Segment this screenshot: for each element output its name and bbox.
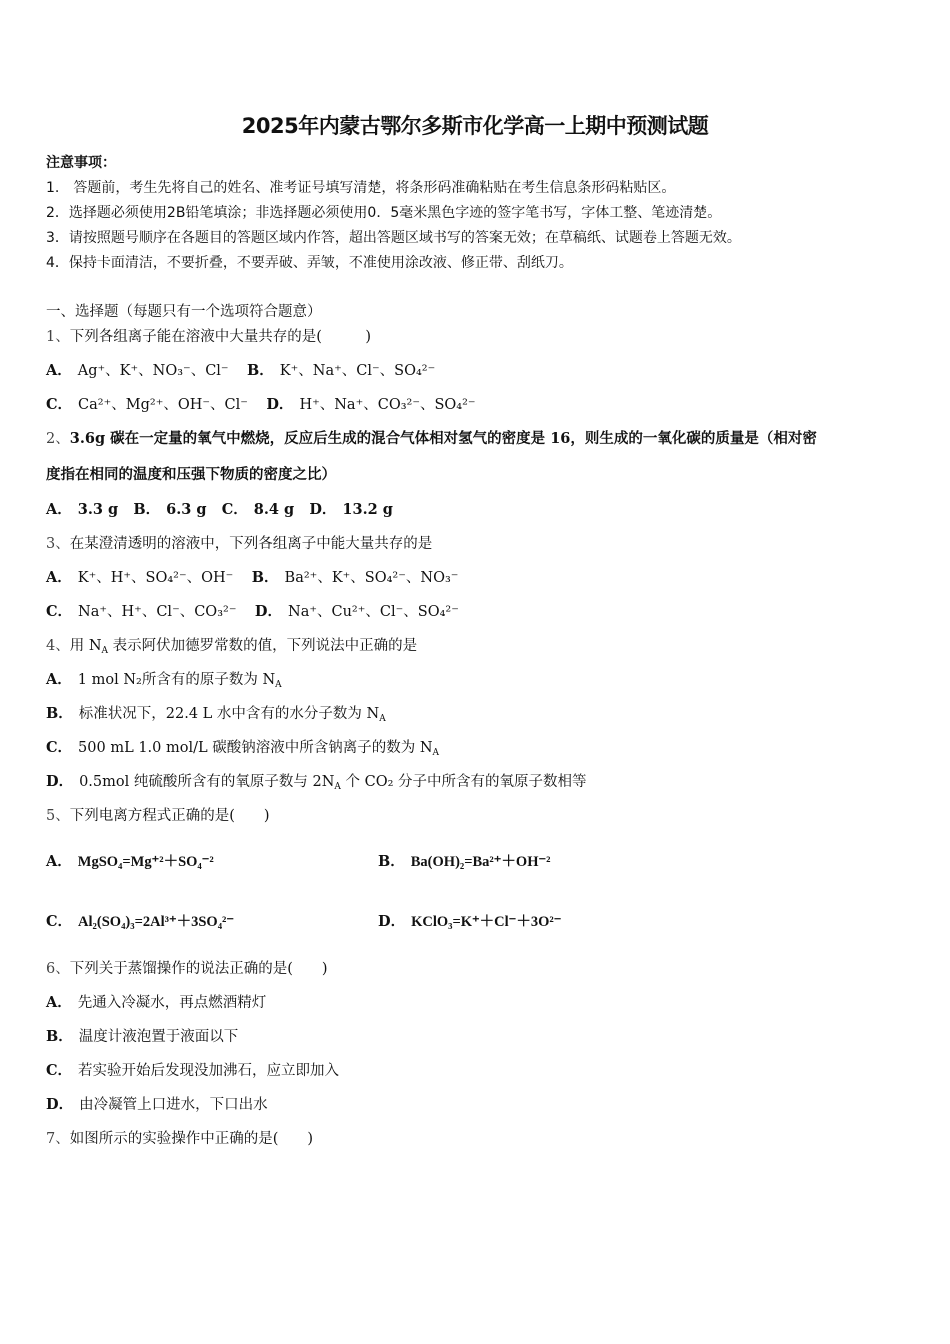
option-b[interactable]: B． K⁺、Na⁺、Cl⁻、SO₄²⁻: [247, 362, 436, 379]
notice-item-4: 4．保持卡面清洁，不要折叠，不要弄破、弄皱，不准使用涂改液、修正带、刮纸刀。: [46, 255, 573, 271]
page-title: 2025年内蒙古鄂尔多斯市化学高一上期中预测试题: [241, 114, 709, 138]
question-4-option-d[interactable]: D． 0.5mol 纯硫酸所含有的氧原子数与 $2N_A$ 个 CO₂ 分子中所含有的氧原子数相等: [46, 773, 587, 792]
question-4-option-c[interactable]: C． 500 mL 1.0 mol/L 碳酸钠溶液中所含钠离子的数为 $N_A$: [46, 739, 440, 758]
question-1: [46, 327, 371, 347]
question-5-option-c[interactable]: C． Al₂(SO₄)₃=2Al³⁺＋3SO₄²⁻: [46, 913, 235, 930]
question-3: [46, 534, 432, 554]
option-a[interactable]: A． K⁺、H⁺、SO₄²⁻、OH⁻: [46, 569, 234, 586]
question-1-options-row-2: [46, 395, 476, 415]
question-6-option-d[interactable]: D． 由冷凝管上口进水，下口出水: [46, 1096, 268, 1113]
notice-item-3: 3．请按照题号顺序在各题目的答题区域内作答，超出答题区域书写的答案无效；在草稿纸、试题卷上答题无效。: [46, 230, 741, 246]
question-6-option-a[interactable]: A． 先通入冷凝水，再点燃酒精灯: [46, 994, 267, 1011]
question-6-option-c[interactable]: C． 若实验开始后发现没加沸石，应立即加入: [46, 1062, 340, 1079]
option-b[interactable]: B． Ba²⁺、K⁺、SO₄²⁻、NO₃⁻: [251, 569, 459, 586]
notice-heading: 注意事项：: [46, 155, 116, 171]
option-b[interactable]: B． 6.3 g: [133, 501, 207, 518]
question-stem: 下列关于蒸馏操作的说法正确的是( ): [69, 961, 328, 977]
question-number: 3、: [46, 536, 70, 552]
question-2-options: [46, 500, 393, 520]
question-4: [46, 636, 417, 656]
question-number: 1、: [46, 329, 70, 345]
question-6-option-b[interactable]: B． 温度计液泡置于液面以下: [46, 1028, 239, 1045]
option-c[interactable]: C． Na⁺、H⁺、Cl⁻、CO₃²⁻: [46, 603, 237, 620]
question-stem: 如图所示的实验操作中正确的是( ): [69, 1131, 314, 1147]
section-heading: 一、选择题（每题只有一个选项符合题意）: [46, 304, 322, 320]
question-number: 7、: [46, 1131, 70, 1147]
question-1-options-row-1: [46, 361, 435, 381]
notice-item-1: 1. 答题前，考生先将自己的姓名、准考证号填写清楚，将条形码准确粘贴在考生信息条形码粘贴区。: [46, 180, 676, 196]
question-number: 5、: [46, 808, 70, 824]
option-d[interactable]: D． H⁺、Na⁺、CO₃²⁻、SO₄²⁻: [266, 396, 476, 413]
question-stem: 用 $N_A$ 表示阿伏加德罗常数的值，下列说法中正确的是: [69, 638, 418, 656]
question-stem: 3.6g 碳在一定量的氧气中燃烧，反应后生成的混合气体相对氢气的密度是 16，则生成的一氧化碳的质量是（相对密: [69, 430, 817, 447]
question-number: 2、: [46, 431, 70, 447]
question-5-option-a[interactable]: A． MgSO₄=Mg⁺²＋SO₄⁻²: [46, 853, 214, 870]
question-stem: 下列各组离子能在溶液中大量共存的是( ): [69, 329, 372, 345]
option-d[interactable]: D． Na⁺、Cu²⁺、Cl⁻、SO₄²⁻: [254, 603, 459, 620]
question-3-options-row-2: [46, 602, 459, 622]
question-4-option-a[interactable]: A． 1 mol N₂所含有的原子数为 $N_A$: [46, 671, 282, 690]
question-2-stem-line-2: 度指在相同的温度和压强下物质的密度之比）: [46, 466, 336, 483]
question-5: [46, 806, 270, 826]
question-6: [46, 959, 328, 979]
question-stem: 下列电离方程式正确的是( ): [69, 808, 270, 824]
question-3-options-row-1: [46, 568, 458, 588]
option-c[interactable]: C． Ca²⁺、Mg²⁺、OH⁻、Cl⁻: [46, 396, 248, 413]
question-number: 6、: [46, 961, 70, 977]
option-a[interactable]: A． Ag⁺、K⁺、NO₃⁻、Cl⁻: [46, 362, 229, 379]
question-number: 4、: [46, 638, 70, 654]
option-d[interactable]: D． 13.2 g: [309, 501, 393, 518]
question-7: [46, 1129, 313, 1149]
question-stem: 在某澄清透明的溶液中，下列各组离子中能大量共存的是: [69, 536, 433, 552]
question-5-option-d[interactable]: D． KClO₃=K⁺＋Cl⁻＋3O²⁻: [378, 913, 562, 930]
option-a[interactable]: A． 3.3 g: [46, 501, 119, 518]
notice-item-2: 2．选择题必须使用2B铅笔填涂；非选择题必须使用0．5毫米黑色字迹的签字笔书写，字体工整、笔迹清楚。: [46, 205, 722, 221]
option-c[interactable]: C． 8.4 g: [221, 501, 295, 518]
question-2: [46, 429, 817, 449]
question-5-option-b[interactable]: B． Ba(OH)₂=Ba²⁺＋OH⁻²: [378, 853, 551, 870]
question-4-option-b[interactable]: B． 标准状况下，22.4 L 水中含有的水分子数为 $N_A$: [46, 705, 386, 724]
